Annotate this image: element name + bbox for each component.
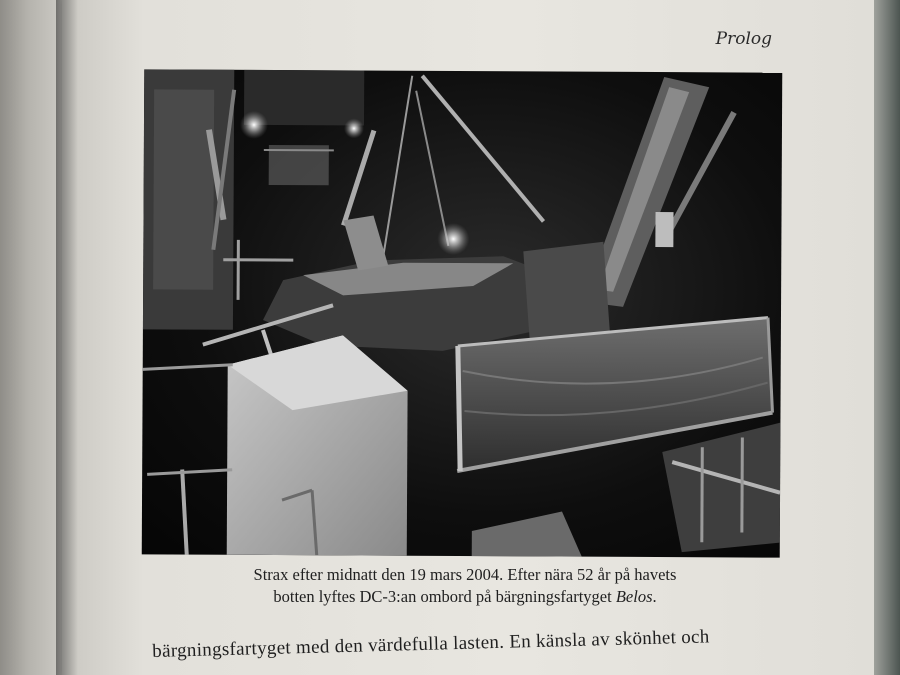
caption-line-2-suffix: . <box>652 587 657 606</box>
photo-illustration <box>142 69 783 557</box>
book-gutter <box>56 0 78 675</box>
caption-line-2-prefix: botten lyftes DC-3:an ombord på bärgningsfartyget <box>273 587 616 606</box>
caption-vessel-name: Belos <box>615 587 653 606</box>
page-edge <box>874 0 900 675</box>
body-text-line: bärgningsfartyget med den värdefulla lasten. En känsla av skönhet och <box>152 626 710 662</box>
caption-line-2 <box>150 586 780 608</box>
caption-line-1: Strax efter midnatt den 19 mars 2004. Efter nära 52 år på havets <box>253 565 677 584</box>
salvage-photo <box>142 69 783 557</box>
photo-caption <box>150 564 780 608</box>
running-head: Prolog <box>715 29 772 49</box>
